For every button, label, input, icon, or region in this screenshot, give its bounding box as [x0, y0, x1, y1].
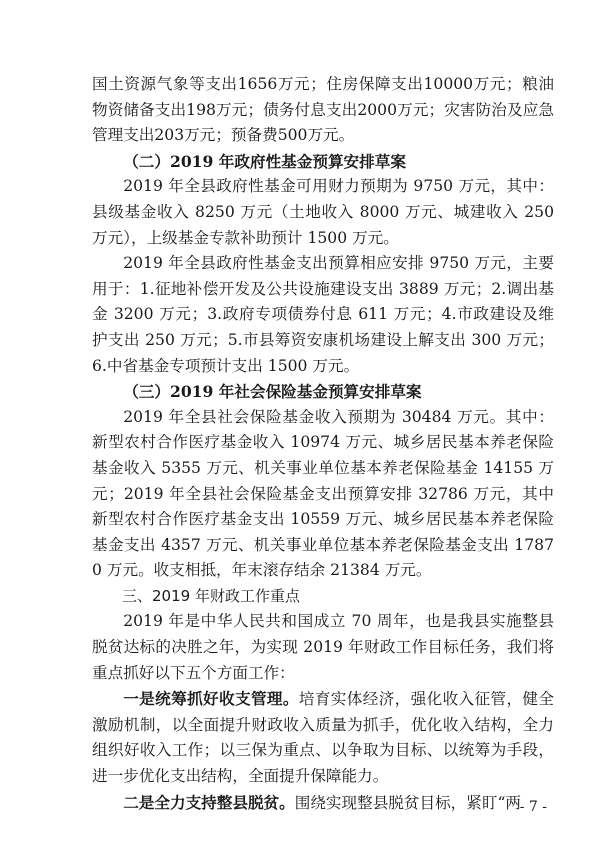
paragraph-fund-expenditure: 2019 年全县政府性基金支出预算相应安排 9750 万元，主要用于：1.征地补偿开发及公共设施建设支出 3889 万元；2.调出基金 3200 万元；3.政府专项债券付息 611 万元；4.市政建设及维护支出 250 万元；5.市县筹资安康机场建设上解支出 300 万元；6.中省基金专项预计支出 1500 万元。 — [92, 254, 554, 375]
priority-one-text: 培育实体经济，强化收入征管，健全激励机制，以全面提升财政收入质量为抓手，优化收入结构，全力组织好收入工作；以三保为重点、以争取为目标、以统筹为手段，进一步优化支出结构，全面提升保障能力。 — [92, 690, 554, 786]
priority-one-lead: 一是统筹抓好收支管理。 — [123, 689, 299, 709]
paragraph-social-insurance: 2019 年全县社会保险基金收入预期为 30484 万元。其中：新型农村合作医疗基金收入 10974 万元、城乡居民基本养老保险基金收入 5355 万元、机关事业单位基本养老保险基金 14155 万元；2019 年全县社会保险基金支出预算安排 32786 万元，其中新型农村合作医疗基金支出 10559 万元、城乡居民基本养老保险基金支出 4357 万元、机关事业单位基本养老保险基金支出 17870 万元。收支相抵，年末滚存结余 21384 万元。 — [92, 407, 554, 580]
page-number: - 7 - — [519, 799, 547, 815]
paragraph-priority-one — [92, 686, 554, 789]
heading-social-insurance-budget: （三）2019 年社会保险基金预算安排草案 — [123, 382, 422, 402]
heading-government-fund-budget: （二）2019 年政府性基金预算安排草案 — [123, 151, 406, 171]
priority-two-lead: 二是全力支持整县脱贫。 — [123, 792, 295, 812]
heading-fiscal-priorities: 三、2019 年财政工作重点 — [122, 586, 300, 605]
paragraph-expenditure-items: 国土资源气象等支出1656万元；住房保障支出10000万元；粮油物资储备支出198万元；债务付息支出2000万元；灾害防治及应急管理支出203万元；预备费500万元。 — [92, 75, 554, 145]
paragraph-priorities-intro: 2019 年是中华人民共和国成立 70 周年，也是我县实施整县脱贫达标的决胜之年，为实现 2019 年财政工作目标任务，我们将重点抓好以下五个方面工作： — [92, 612, 554, 682]
paragraph-priority-two — [92, 790, 554, 817]
paragraph-fund-income: 2019 年全县政府性基金可用财力预期为 9750 万元，其中：县级基金收入 8250 万元（土地收入 8000 万元、城建收入 250 万元），上级基金专款补助预计 1500 万元。 — [92, 177, 554, 247]
priority-two-text: 围绕实现整县脱贫目标，紧盯“两 — [294, 793, 522, 812]
body-text — [92, 72, 554, 816]
